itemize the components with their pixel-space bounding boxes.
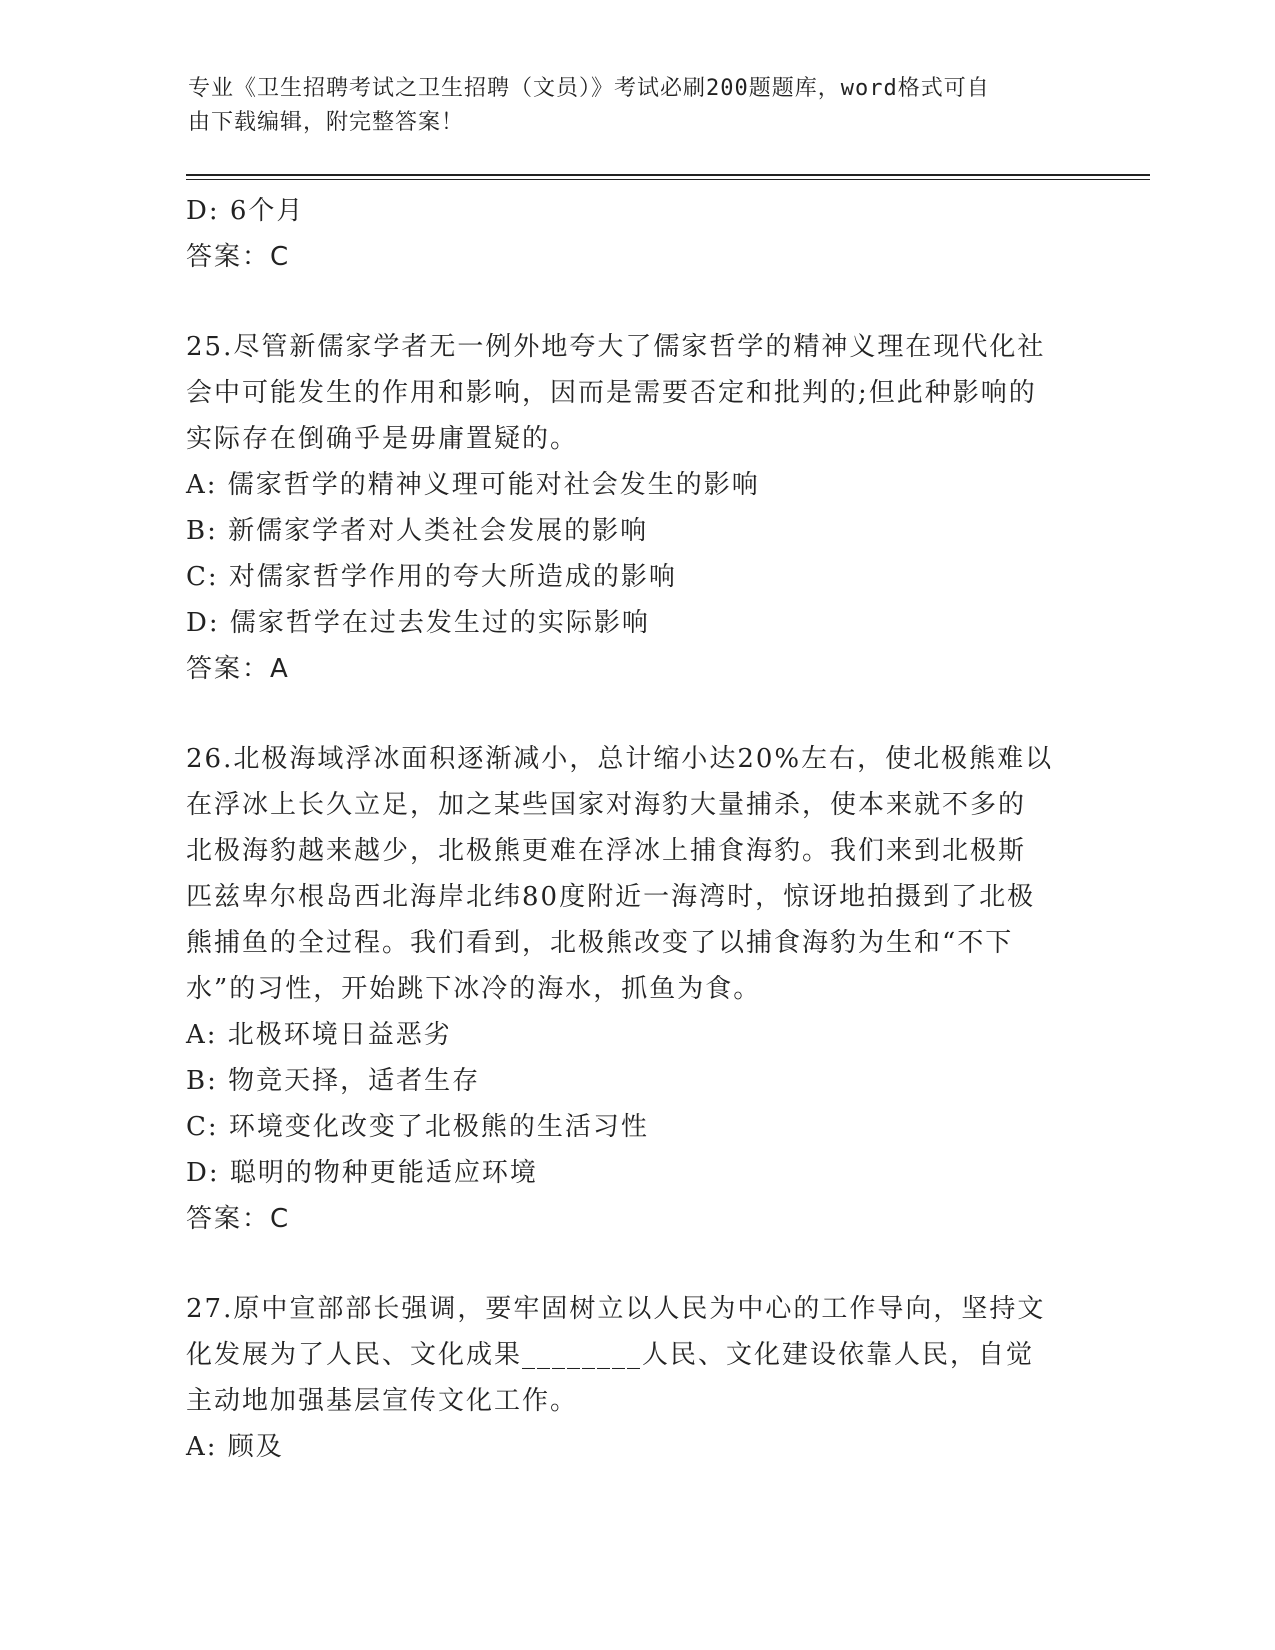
question-stem-line: 北极海豹越来越少，北极熊更难在浮冰上捕食海豹。我们来到北极斯 <box>186 836 1027 866</box>
answer: 答案：C <box>186 242 291 272</box>
question-stem-line: 实际存在倒确乎是毋庸置疑的。 <box>186 424 579 454</box>
spacer <box>186 692 1066 736</box>
question-26 <box>186 736 1066 1242</box>
question-24 <box>186 188 1066 280</box>
question-stem-line: 匹兹卑尔根岛西北海岸北纬80度附近一海湾时，惊讶地拍摄到了北极 <box>186 882 1036 912</box>
option-a: A: 北极环境日益恶劣 <box>186 1020 452 1050</box>
question-stem-line: 化发展为了人民、文化成果________人民、文化建设依靠人民，自觉 <box>186 1340 1035 1370</box>
spacer <box>186 1242 1066 1286</box>
option-d: D: 儒家哲学在过去发生过的实际影响 <box>186 608 650 638</box>
question-stem-line: 熊捕鱼的全过程。我们看到，北极熊改变了以捕食海豹为生和“不下 <box>186 928 1014 958</box>
question-stem-line: 在浮冰上长久立足，加之某些国家对海豹大量捕杀，使本来就不多的 <box>186 790 1027 820</box>
question-content <box>186 188 1066 1470</box>
option-b: B: 新儒家学者对人类社会发展的影响 <box>186 516 649 546</box>
header-divider-thick <box>186 174 1150 176</box>
answer: 答案：A <box>186 654 290 684</box>
page-header <box>188 72 1068 140</box>
question-stem-line: 主动地加强基层宣传文化工作。 <box>186 1386 579 1416</box>
option-d: D: 6个月 <box>186 196 305 226</box>
question-25 <box>186 324 1066 692</box>
spacer <box>186 280 1066 324</box>
question-stem-line: 27.原中宣部部长强调，要牢固树立以人民为中心的工作导向，坚持文 <box>186 1294 1046 1324</box>
answer: 答案：C <box>186 1204 291 1234</box>
option-c: C: 环境变化改变了北极熊的生活习性 <box>186 1112 649 1142</box>
question-stem-line: 会中可能发生的作用和影响，因而是需要否定和批判的;但此种影响的 <box>186 378 1037 408</box>
question-stem-line: 25.尽管新儒家学者无一例外地夸大了儒家哲学的精神义理在现代化社 <box>186 332 1046 362</box>
option-d: D: 聪明的物种更能适应环境 <box>186 1158 538 1188</box>
option-b: B: 物竞天择，适者生存 <box>186 1066 481 1096</box>
header-line-1: 专业《卫生招聘考试之卫生招聘（文员）》考试必刷200题题库，word格式可自 <box>188 76 990 101</box>
option-a: A: 儒家哲学的精神义理可能对社会发生的影响 <box>186 470 760 500</box>
header-line-2: 由下载编辑，附完整答案！ <box>188 110 465 135</box>
header-divider-thin <box>186 179 1150 180</box>
question-stem-line: 水”的习性，开始跳下冰冷的海水，抓鱼为食。 <box>186 974 762 1004</box>
option-a: A: 顾及 <box>186 1432 284 1462</box>
question-stem-line: 26.北极海域浮冰面积逐渐减小，总计缩小达20%左右，使北极熊难以 <box>186 744 1054 774</box>
question-27 <box>186 1286 1066 1470</box>
option-c: C: 对儒家哲学作用的夸大所造成的影响 <box>186 562 677 592</box>
